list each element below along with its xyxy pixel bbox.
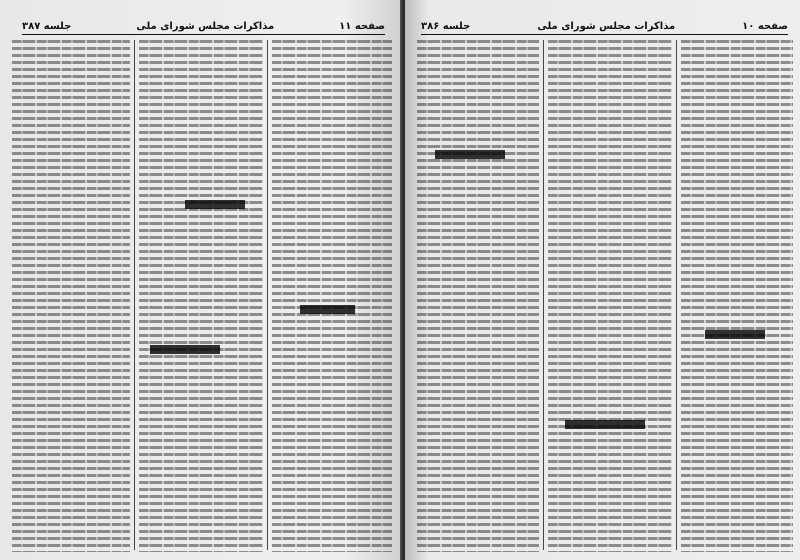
section-heading <box>565 420 645 429</box>
text-column <box>681 40 793 552</box>
publication-title: مذاکرات مجلس شورای ملی <box>537 20 676 32</box>
text-column <box>417 40 539 552</box>
page-header <box>22 18 385 35</box>
section-heading <box>185 200 245 209</box>
text-column <box>139 40 263 552</box>
column-divider <box>267 40 268 550</box>
page-number: صفحه ۱۱ <box>339 20 385 32</box>
column-divider <box>543 40 544 550</box>
session-number: جلسه ۳۸۶ <box>421 20 471 32</box>
text-column <box>272 40 392 552</box>
column-divider <box>134 40 135 550</box>
text-column <box>12 40 130 552</box>
section-heading <box>435 150 505 159</box>
column-divider <box>676 40 677 550</box>
section-heading <box>150 345 220 354</box>
right-page <box>405 0 800 560</box>
text-column <box>548 40 672 552</box>
session-number: جلسه ۳۸۷ <box>22 20 72 32</box>
page-header <box>421 18 788 35</box>
section-heading <box>300 305 355 314</box>
page-number: صفحه ۱۰ <box>742 20 788 32</box>
section-heading <box>705 330 765 339</box>
publication-title: مذاکرات مجلس شورای ملی <box>136 20 275 32</box>
